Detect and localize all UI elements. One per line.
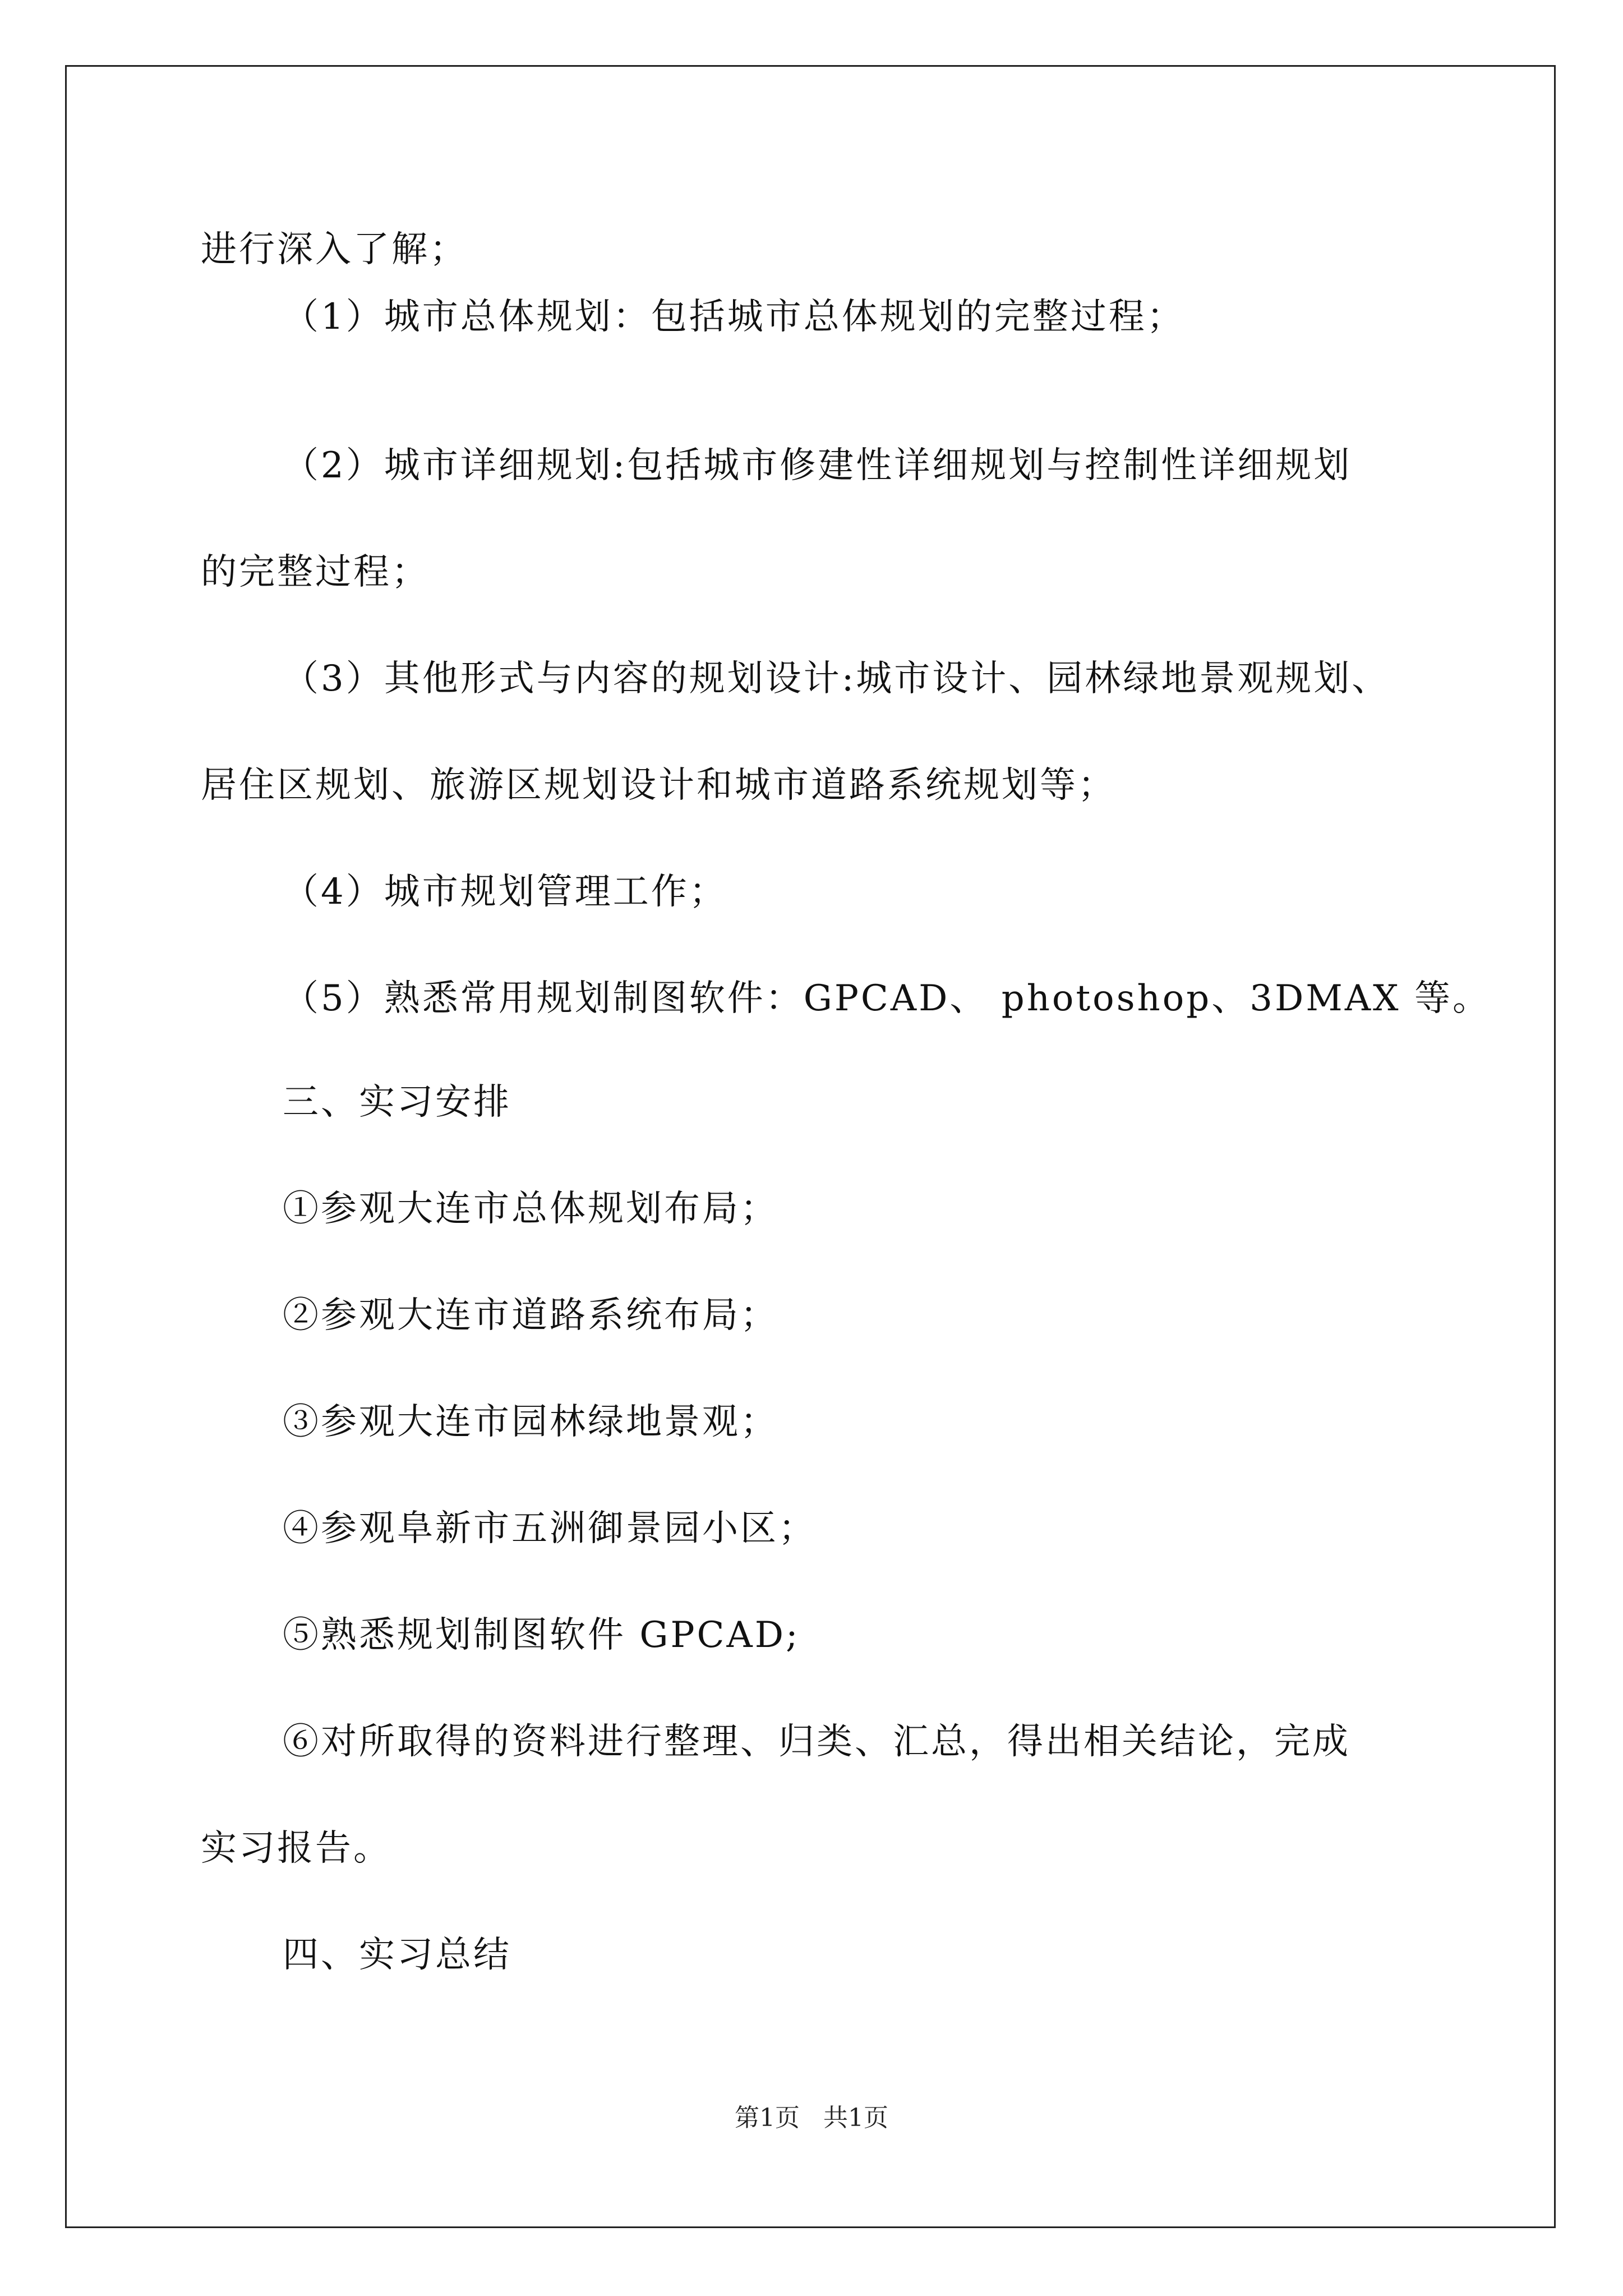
list-item: ⑥对所取得的资料进行整理、归类、汇总，得出相关结论，完成 xyxy=(283,1721,1350,1763)
page-footer: 第1页 共1页 xyxy=(735,2104,888,2132)
list-item: ③参观大连市园林绿地景观； xyxy=(283,1401,778,1443)
section-heading: 四、实习总结 xyxy=(283,1934,511,1976)
list-item: （5）熟悉常用规划制图软件：GPCAD、 photoshop、3DMAX 等。 xyxy=(283,978,1491,1019)
list-item: ⑤熟悉规划制图软件 GPCAD; xyxy=(283,1614,800,1656)
list-item: ④参观阜新市五洲御景园小区； xyxy=(283,1508,817,1549)
paragraph-line: 实习报告。 xyxy=(201,1828,391,1869)
paragraph-line: 居住区规划、旅游区规划设计和城市道路系统规划等； xyxy=(201,765,1116,806)
section-heading: 三、实习安排 xyxy=(283,1082,511,1123)
list-item: （3）其他形式与内容的规划设计:城市设计、园林绿地景观规划、 xyxy=(283,658,1390,700)
paragraph-line: 的完整过程； xyxy=(201,551,430,593)
list-item: （4）城市规划管理工作； xyxy=(283,871,727,913)
list-item: （1）城市总体规划：包括城市总体规划的完整过程； xyxy=(283,296,1185,338)
page-border xyxy=(65,65,1556,2228)
paragraph-line: 进行深入了解； xyxy=(201,229,468,270)
list-item: ②参观大连市道路系统布局； xyxy=(283,1295,778,1336)
list-item: ①参观大连市总体规划布局； xyxy=(283,1188,778,1230)
list-item: （2）城市详细规划:包括城市修建性详细规划与控制性详细规划 xyxy=(283,445,1352,486)
